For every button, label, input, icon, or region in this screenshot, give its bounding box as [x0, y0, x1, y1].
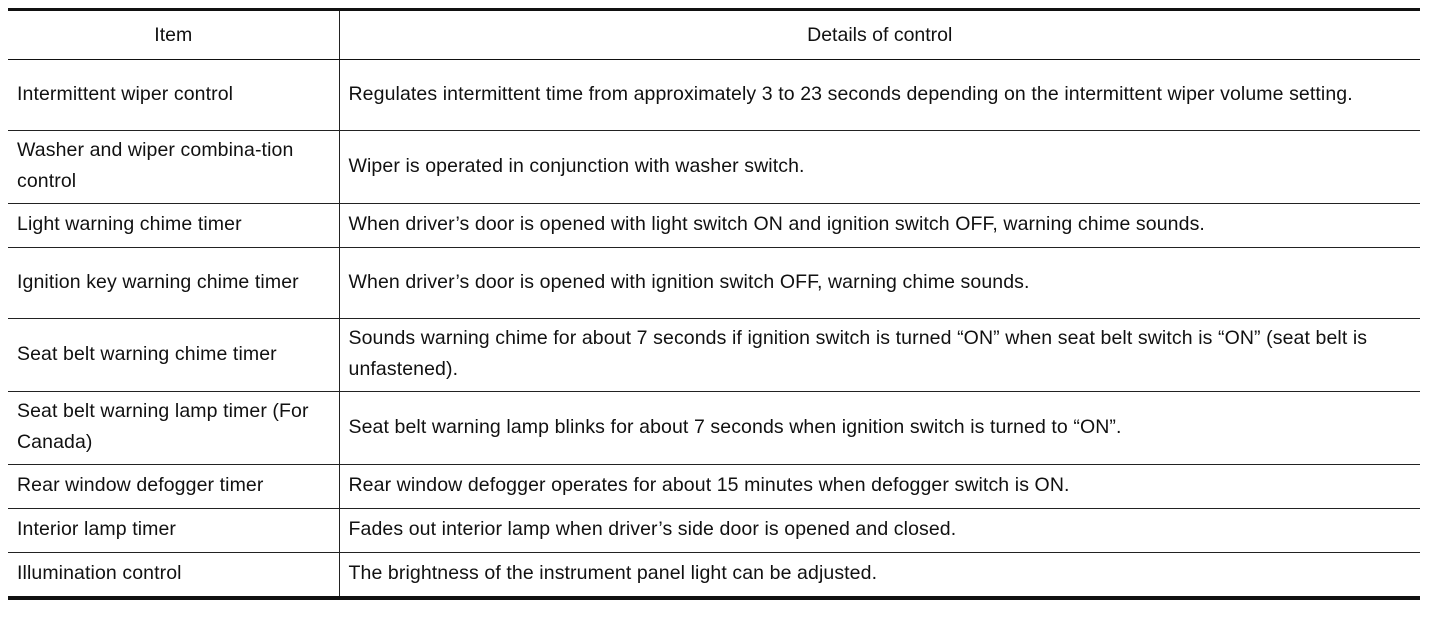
details-cell: Rear window defogger operates for about 15 minutes when defogger switch is ON. — [339, 465, 1420, 509]
table-row — [8, 60, 1420, 131]
item-cell: Intermittent wiper control — [8, 60, 339, 131]
item-cell: Washer and wiper combina-tion control — [8, 131, 339, 204]
details-cell: Seat belt warning lamp blinks for about 7 seconds when ignition switch is turned to “ON”. — [339, 392, 1420, 465]
item-cell: Interior lamp timer — [8, 509, 339, 553]
item-cell: Rear window defogger timer — [8, 465, 339, 509]
details-cell: Regulates intermittent time from approximately 3 to 23 seconds depending on the intermittent wiper volume setting. — [339, 60, 1420, 131]
table-header-row — [8, 10, 1420, 60]
details-cell: Sounds warning chime for about 7 seconds if ignition switch is turned “ON” when seat belt switch is “ON” (seat belt is unfastened). — [339, 319, 1420, 392]
table-row — [8, 319, 1420, 392]
details-cell: Fades out interior lamp when driver’s side door is opened and closed. — [339, 509, 1420, 553]
item-cell: Seat belt warning lamp timer (For Canada) — [8, 392, 339, 465]
details-cell: The brightness of the instrument panel light can be adjusted. — [339, 553, 1420, 599]
table-row — [8, 553, 1420, 599]
item-cell: Seat belt warning chime timer — [8, 319, 339, 392]
table-row — [8, 509, 1420, 553]
table-row — [8, 131, 1420, 204]
header-details-of-control: Details of control — [339, 10, 1420, 60]
details-cell: Wiper is operated in conjunction with washer switch. — [339, 131, 1420, 204]
control-details-table — [8, 8, 1420, 600]
item-cell: Ignition key warning chime timer — [8, 248, 339, 319]
table-row — [8, 248, 1420, 319]
table-row — [8, 465, 1420, 509]
header-item: Item — [8, 10, 339, 60]
details-cell: When driver’s door is opened with ignition switch OFF, warning chime sounds. — [339, 248, 1420, 319]
details-cell: When driver’s door is opened with light switch ON and ignition switch OFF, warning chime sounds. — [339, 204, 1420, 248]
item-cell: Illumination control — [8, 553, 339, 599]
table-row — [8, 204, 1420, 248]
table-row — [8, 392, 1420, 465]
control-table-container — [8, 8, 1420, 600]
item-cell: Light warning chime timer — [8, 204, 339, 248]
